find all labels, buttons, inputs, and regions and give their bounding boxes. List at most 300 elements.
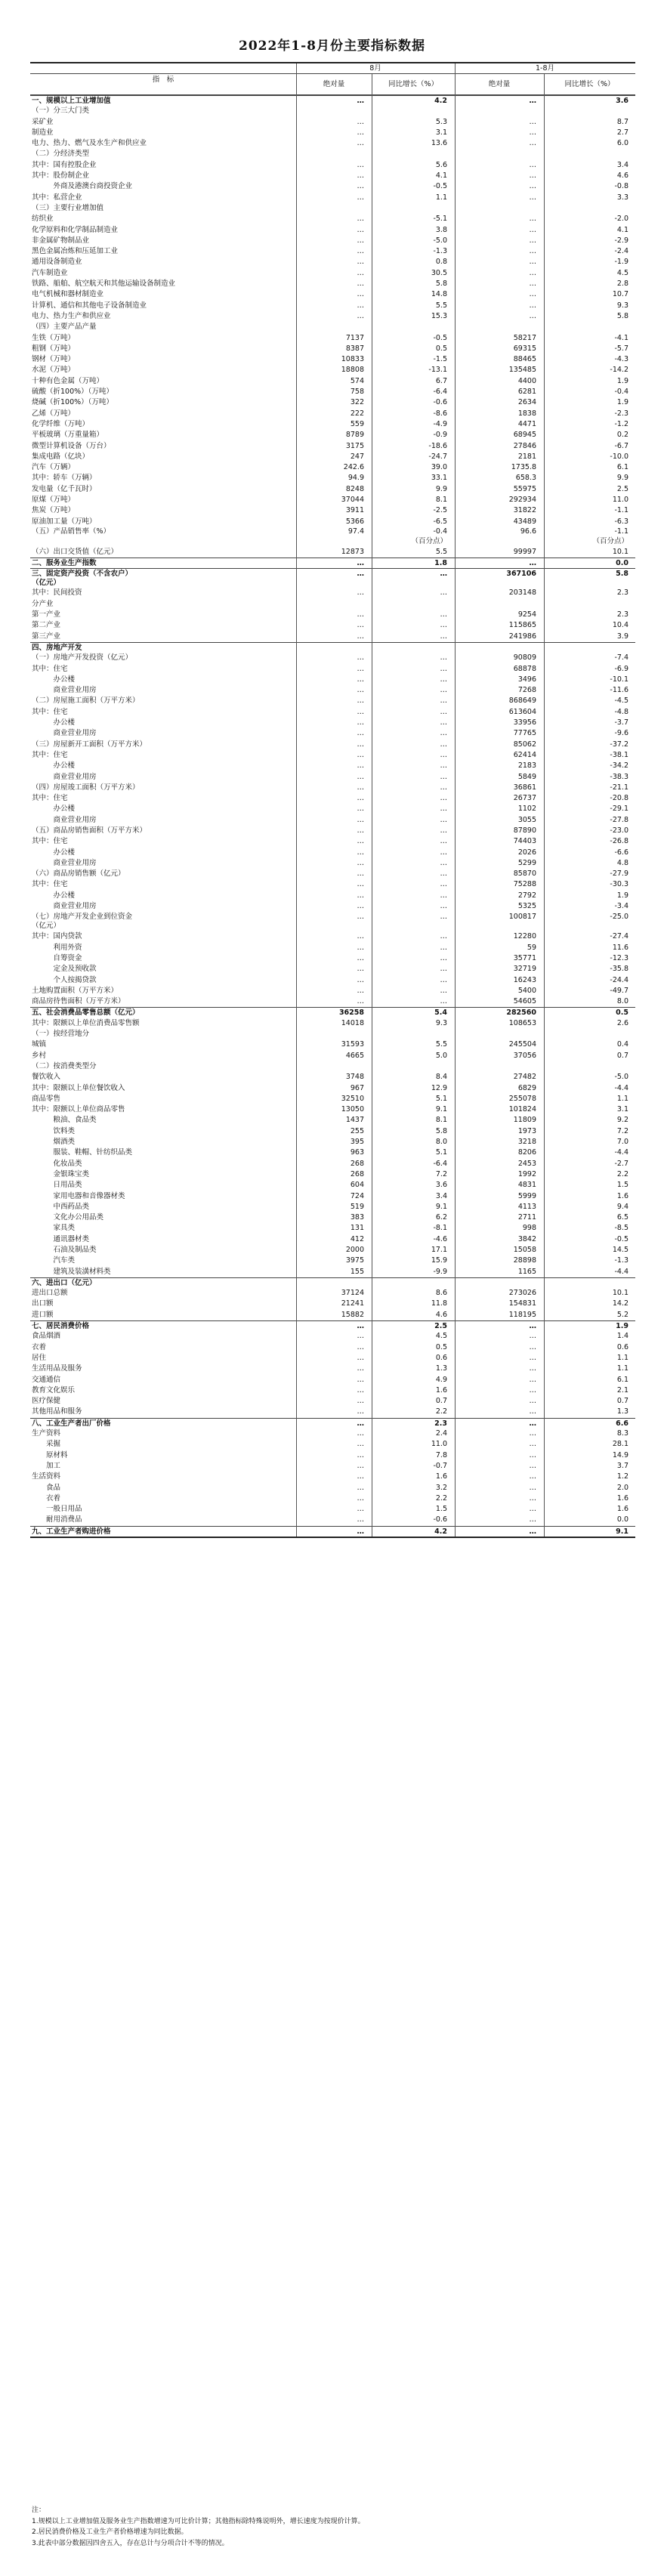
aug-value: 3975 [345,1256,364,1265]
aug-value: … [357,1375,364,1384]
ytd-yoy: -2.4 [614,247,628,256]
row-label: 生活资料 [32,1472,61,1481]
aug-value: 12873 [341,547,364,556]
ytd-value: … [529,1375,536,1384]
aug-yoy: … [440,965,447,974]
ytd-yoy: 14.5 [612,1245,628,1254]
ytd-value: 1838 [517,409,536,418]
ytd-yoy [544,203,628,214]
row-label: 乙烯（万吨） [32,409,76,418]
aug-value: … [357,569,364,578]
aug-yoy: … [440,880,447,889]
ytd-value: … [529,171,536,181]
row-label: 居住 [32,1353,47,1362]
aug-yoy: … [440,621,447,630]
aug-value: … [357,301,364,310]
row-label: 十种有色金属（万吨） [32,376,104,385]
aug-yoy: 9.9 [435,484,447,493]
ytd-yoy: 4.1 [616,225,628,234]
ytd-value: 5849 [517,772,536,781]
header-aug-yoy: 同比增长（%） [388,80,439,88]
aug-value [296,599,364,610]
header-ytd-abs: 绝对量 [488,80,511,88]
footnote-1: 1.规模以上工业增加值及服务业生产指数增速为可比价计算；其他指标除特殊说明外，增长速度为按现价计算。 [32,2517,365,2525]
ytd-yoy [544,149,628,159]
aug-yoy: 5.8 [435,1126,447,1135]
ytd-value: … [529,97,536,105]
ytd-value: 7268 [517,686,536,695]
row-label: 办公楼 [32,718,76,727]
row-label: 平板玻璃（万重量箱） [32,431,104,440]
aug-yoy: 12.9 [431,1083,447,1092]
aug-value: … [357,588,364,598]
row-label: 商业营业用房 [32,772,97,781]
ytd-value: … [529,128,536,137]
row-label: 生产资料 [32,1429,61,1438]
ytd-value: 27482 [513,1073,536,1082]
ytd-value [455,149,536,159]
ytd-yoy: 3.1 [616,1105,628,1114]
aug-yoy: 13.6 [431,139,447,148]
row-label: 微型计算机设备（万台） [32,441,111,450]
aug-value: 155 [350,1267,364,1276]
row-label: （五）商品房销售面积（万平方米） [32,826,147,835]
ytd-value [455,643,536,653]
ytd-value: 58217 [513,333,536,342]
ytd-yoy: -38.3 [610,772,628,781]
aug-value: 97.4 [347,527,364,536]
aug-value: … [357,1429,364,1438]
ytd-value: … [529,311,536,320]
aug-yoy: -24.7 [428,452,447,461]
ytd-yoy: 0.5 [616,1008,628,1018]
aug-value [296,1029,364,1039]
row-label: 其中：住宅 [32,794,68,803]
ytd-value [455,1061,536,1072]
ytd-yoy: 10.1 [612,547,628,556]
aug-yoy: … [440,986,447,995]
aug-value: … [357,697,364,706]
row-label: 制造业 [32,128,54,137]
aug-value: 18808 [341,366,364,375]
aug-value: … [357,975,364,984]
ytd-yoy: 3.4 [616,160,628,169]
aug-yoy: 15.9 [431,1256,447,1265]
aug-yoy: -1.5 [433,355,447,364]
aug-yoy: -6.4 [433,1159,447,1168]
row-label: 其中：国内贷款 [32,932,82,941]
ytd-yoy: -1.2 [614,419,628,428]
aug-yoy: 8.6 [435,1289,447,1298]
row-label: （七）房地产开发企业到位资金 （亿元） [32,912,133,931]
ytd-yoy: 9.4 [616,1202,628,1211]
row-label: 商业营业用房 [32,902,97,911]
ytd-yoy: 7.2 [616,1126,628,1135]
aug-value: 131 [350,1224,364,1233]
aug-yoy: 8.1 [435,495,447,504]
row-label: 办公楼 [32,675,76,684]
aug-yoy: 17.1 [431,1245,447,1254]
row-label: 计算机、通信和其他电子设备制造业 [32,301,147,310]
row-label: 其他用品和服务 [32,1407,82,1416]
row-label: 化妆品类 [32,1159,82,1168]
ytd-yoy: 11.6 [612,943,628,952]
ytd-value: … [529,1429,536,1438]
row-label: 钢材（万吨） [32,355,76,364]
aug-yoy: -6.4 [433,388,447,397]
aug-yoy: … [440,805,447,814]
aug-yoy: 1.3 [435,1364,447,1373]
aug-value: … [357,664,364,673]
aug-yoy: -4.9 [433,419,447,428]
ytd-value: 282560 [506,1008,536,1018]
header-indicator: 指 标 [152,75,174,84]
ytd-value: 43489 [513,517,536,526]
ytd-value: 658.3 [515,474,536,483]
ytd-value: 3842 [517,1234,536,1243]
ytd-value: 868649 [508,697,536,706]
aug-value: … [357,1322,364,1331]
ytd-value: 90809 [513,653,536,663]
ytd-value: 2792 [517,891,536,900]
ytd-yoy: -4.1 [614,333,628,342]
aug-value: … [357,1527,364,1536]
ytd-yoy: 2.8 [616,280,628,289]
aug-yoy: … [440,943,447,952]
row-label: （六）商品房销售额（亿元） [32,869,125,879]
aug-value: 13050 [341,1105,364,1114]
aug-value: 247 [350,452,364,461]
row-label: 黑色金属冶炼和压延加工业 [32,247,119,256]
ytd-yoy: 4.8 [616,858,628,867]
ytd-value: 68945 [513,431,536,440]
aug-yoy: -9.9 [433,1267,447,1276]
ytd-value: … [529,1364,536,1373]
aug-yoy: 1.6 [435,1472,447,1481]
aug-yoy: 14.8 [431,290,447,299]
aug-value: … [357,997,364,1006]
ytd-value: 87890 [513,826,536,835]
aug-value: … [357,848,364,857]
aug-yoy: 8.4 [435,1073,447,1082]
aug-yoy: -0.7 [433,1461,447,1470]
row-label: 外商及港澳台商投资企业 [32,182,133,191]
aug-yoy: 3.6 [435,1181,447,1190]
ytd-yoy: 5.8 [616,569,628,578]
aug-yoy: 9.1 [435,1105,447,1114]
aug-value: … [357,632,364,641]
ytd-yoy: 2.3 [616,588,628,598]
aug-yoy: 4.2 [434,97,447,105]
ytd-value: … [529,1322,536,1331]
aug-yoy: … [440,826,447,835]
ytd-yoy: 1.9 [616,1322,628,1331]
ytd-yoy: 6.1 [616,1375,628,1384]
row-label: 汽车类 [32,1256,76,1265]
aug-yoy: 0.7 [435,1397,447,1406]
row-label: 其中：住宅 [32,880,68,889]
aug-value: 758 [350,388,364,397]
aug-value: 559 [350,419,364,428]
ytd-yoy [544,1278,628,1288]
row-label: 原油加工量（万吨） [32,517,97,526]
aug-yoy: … [440,891,447,900]
ytd-yoy: 10.7 [612,290,628,299]
row-label: 四、房地产开发 [32,643,82,652]
ytd-value: 68878 [513,664,536,673]
aug-value: … [357,247,364,256]
ytd-value: … [529,193,536,202]
row-label: 商业营业用房 [32,815,97,824]
aug-yoy: … [440,675,447,684]
row-label: 教育文化娱乐 [32,1385,76,1395]
ytd-value: 99997 [513,547,536,556]
aug-value: 724 [350,1191,364,1200]
ytd-value: 2183 [517,761,536,771]
ytd-value: … [529,559,536,568]
row-label: （一）分三大门类 [32,107,90,116]
aug-value: … [357,1483,364,1492]
footnote-label: 注： [32,2507,46,2514]
row-label: 石油及制品类 [32,1245,97,1254]
ytd-value: 26737 [513,794,536,803]
row-label: （六）出口交货值（亿元） [32,547,119,556]
ytd-value: … [529,280,536,289]
aug-value: … [357,932,364,941]
row-label: 生铁（万吨） [32,333,76,342]
aug-value: 3911 [345,506,364,515]
row-label: 焦炭（万吨） [32,506,76,515]
ytd-yoy: 9.1 [616,1527,628,1536]
aug-yoy: … [440,707,447,716]
aug-yoy: 2.5 [434,1322,447,1331]
aug-yoy: -18.6 [428,441,447,450]
ytd-yoy: -35.8 [610,965,628,974]
ytd-value: … [529,1407,536,1416]
aug-value: 268 [350,1159,364,1168]
row-label: 商品零售 [32,1094,61,1103]
row-label: 其中：国有控股企业 [32,160,97,169]
aug-yoy: -13.1 [428,366,447,375]
ytd-yoy: 1.3 [616,1407,628,1416]
ytd-yoy: 1.1 [616,1364,628,1373]
ytd-value: 1973 [517,1126,536,1135]
ytd-yoy: 5.2 [616,1310,628,1319]
column-divider [544,74,545,1537]
aug-value: … [357,707,364,716]
aug-yoy: 6.7 [435,376,447,385]
ytd-yoy: -26.8 [610,837,628,846]
ytd-yoy: -27.8 [610,815,628,824]
aug-value: 4665 [345,1051,364,1060]
aug-value: … [357,290,364,299]
row-label: 原材料 [32,1450,68,1459]
aug-value: … [357,1515,364,1524]
aug-yoy: 5.8 [435,280,447,289]
aug-value: 255 [350,1126,364,1135]
ytd-value: 115865 [508,621,536,630]
aug-value: … [357,280,364,289]
ytd-value: 6829 [517,1083,536,1092]
aug-yoy: … [440,729,447,738]
row-label: 商业营业用房 [32,858,97,867]
ytd-value: 2711 [517,1213,536,1222]
aug-yoy: … [440,975,447,984]
ytd-value: 100817 [508,912,536,921]
aug-yoy: … [440,686,447,695]
ytd-value: 2181 [517,452,536,461]
row-label: 城镇 [32,1040,47,1049]
ytd-yoy: -24.4 [610,975,628,984]
aug-value: … [357,772,364,781]
ytd-yoy: 4.6 [616,171,628,181]
aug-value: … [357,610,364,619]
aug-yoy: 2.3 [434,1419,447,1428]
aug-value: … [357,559,364,568]
aug-value: … [357,837,364,846]
aug-value: … [357,740,364,749]
aug-value: … [357,160,364,169]
aug-yoy: 1.1 [435,193,447,202]
row-label: 商业营业用房 [32,686,97,695]
row-label: （二）分经济类型 [32,150,90,159]
ytd-value: 55975 [513,484,536,493]
row-label: 九、工业生产者购进价格 [32,1527,111,1536]
ytd-value: … [529,1332,536,1341]
ytd-yoy: 6.5 [616,1213,628,1222]
ytd-yoy: -6.6 [614,848,628,857]
ytd-yoy: -2.9 [614,236,628,245]
aug-value: … [357,869,364,879]
row-label: 其中：轿车（万辆） [32,474,97,483]
ytd-yoy [544,643,628,653]
aug-value: … [357,1385,364,1395]
aug-yoy: … [440,632,447,641]
aug-value: … [357,891,364,900]
ytd-yoy: 10.1 [612,1289,628,1298]
header-aug: 8月 [369,64,381,73]
ytd-yoy: 8.0 [616,997,628,1006]
ytd-yoy [544,599,628,610]
aug-yoy: -4.6 [433,1234,447,1243]
aug-value: … [357,1472,364,1481]
aug-value: 412 [350,1234,364,1243]
ytd-yoy: -12.3 [610,953,628,962]
aug-value: … [357,171,364,181]
ytd-value: 75288 [513,880,536,889]
aug-yoy: 33.1 [431,474,447,483]
aug-yoy: … [440,664,447,673]
ytd-value: 245504 [508,1040,536,1049]
ytd-value: 31822 [513,506,536,515]
aug-value: 10833 [341,355,364,364]
ytd-yoy: 4.5 [616,268,628,277]
aug-yoy: -8.1 [433,1224,447,1233]
aug-yoy: … [440,848,447,857]
ytd-yoy [544,1029,628,1039]
aug-value: … [357,718,364,727]
ytd-value: 2453 [517,1159,536,1168]
ytd-value [455,1029,536,1039]
ytd-yoy [544,1061,628,1072]
ytd-value: 8206 [517,1148,536,1157]
aug-value: … [357,1332,364,1341]
row-label: 交通通信 [32,1375,61,1384]
aug-yoy: 2.4 [435,1429,447,1438]
ytd-yoy: 0.0 [616,559,628,568]
ytd-value: 85062 [513,740,536,749]
aug-yoy: … [440,718,447,727]
aug-value: … [357,750,364,759]
ytd-value: 367106 [506,569,536,578]
row-label: 发电量（亿千瓦时） [32,484,97,493]
aug-value: 322 [350,398,364,407]
row-label: 一、规模以上工业增加值 [32,97,111,105]
ytd-yoy: -10.0 [610,452,628,461]
row-label: 汽车制造业 [32,268,68,277]
aug-value: 395 [350,1138,364,1147]
aug-value: 8387 [345,344,364,353]
aug-yoy: -0.5 [433,333,447,342]
row-label: 其中：私营企业 [32,193,82,202]
ytd-value: 203148 [508,588,536,598]
ytd-yoy: 1.5 [616,1181,628,1190]
ytd-value: … [529,1527,536,1536]
ytd-yoy: 11.0 [612,495,628,504]
aug-yoy: -2.5 [433,506,447,515]
ytd-value: 4400 [517,376,536,385]
aug-yoy: … [440,783,447,792]
row-label: 餐饮收入 [32,1073,61,1082]
row-label: 商品房待售面积（万平方米） [32,997,125,1006]
aug-yoy: 11.0 [431,1440,447,1449]
ytd-yoy: -4.8 [614,707,628,716]
page-title: 2022年1-8月份主要指标数据 [238,39,426,54]
row-label: 电力、热力、燃气及水生产和供应业 [32,139,147,148]
aug-yoy: … [440,610,447,619]
ytd-yoy: -7.4 [614,653,628,663]
ytd-value: 62414 [513,750,536,759]
aug-value [296,643,364,653]
ytd-value: … [529,247,536,256]
row-label: 铁路、船舶、航空航天和其他运输设备制造业 [32,280,176,289]
aug-yoy: … [440,932,447,941]
ytd-value: … [529,160,536,169]
aug-yoy: 11.8 [431,1299,447,1308]
aug-yoy: 5.5 [435,1040,447,1049]
ytd-yoy: -4.4 [614,1267,628,1276]
row-label: （三）房屋新开工面积（万平方米） [32,740,147,749]
ytd-value: 37056 [513,1051,536,1060]
aug-yoy: 5.1 [435,1148,447,1157]
ytd-yoy: -3.7 [614,718,628,727]
aug-value: … [357,1440,364,1449]
aug-value [296,1061,364,1072]
ytd-value: 9254 [517,610,536,619]
ytd-yoy: -4.4 [614,1083,628,1092]
aug-yoy: … [440,761,447,771]
ytd-value: 69315 [513,344,536,353]
ytd-yoy: -4.5 [614,697,628,706]
row-label: 生活用品及服务 [32,1364,82,1373]
ytd-yoy: -0.8 [614,182,628,191]
ytd-value: 135485 [508,366,536,375]
row-label: 粮油、食品类 [32,1116,97,1125]
ytd-yoy: 3.6 [616,97,628,105]
ytd-yoy: 8.7 [616,117,628,126]
ytd-yoy: 14.9 [612,1450,628,1459]
ytd-yoy: -20.8 [610,794,628,803]
